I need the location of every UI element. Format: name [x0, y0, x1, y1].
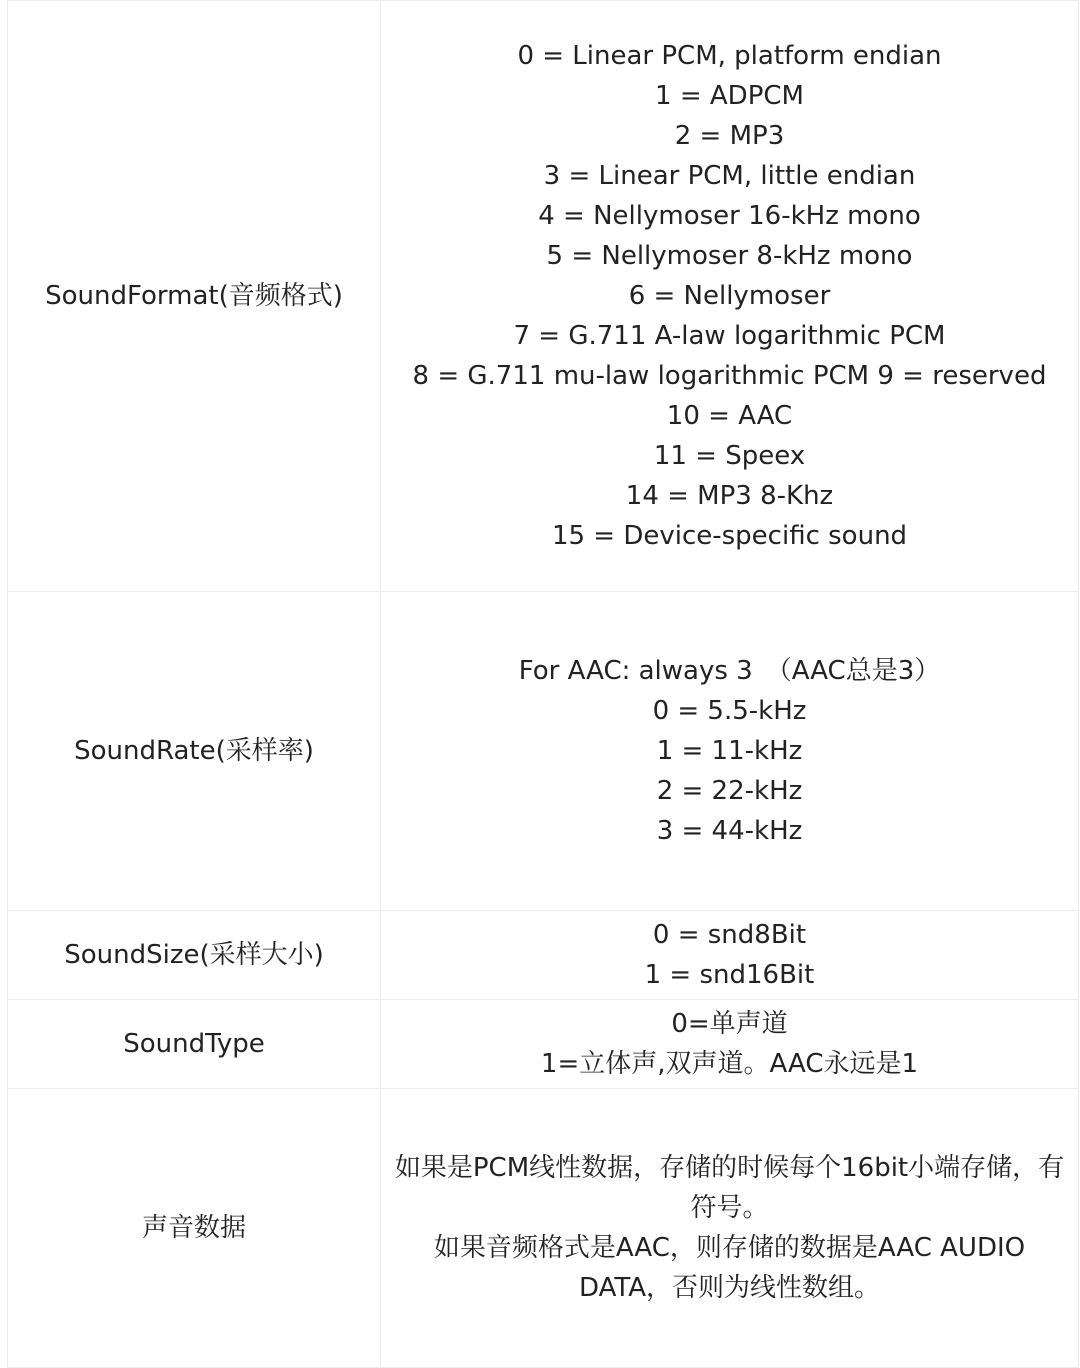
audio-tag-table	[7, 0, 1079, 1368]
value-line: 2 = 22-kHz	[656, 776, 803, 806]
field-description-cell	[381, 592, 1079, 911]
value-line: For AAC: always 3 （AAC总是3）	[518, 656, 941, 686]
field-name: SoundFormat(音频格式)	[45, 281, 343, 311]
field-name-cell	[8, 1089, 381, 1368]
value-line: 1 = snd16Bit	[644, 960, 815, 990]
value-line: 1=立体声,双声道。AAC永远是1	[540, 1049, 919, 1079]
value-line: 0 = 5.5-kHz	[652, 696, 807, 726]
field-name: 声音数据	[141, 1213, 246, 1243]
field-description-cell	[381, 1000, 1079, 1089]
value-line: 15 = Device-specific sound	[551, 521, 908, 551]
field-description-cell	[381, 911, 1079, 1000]
value-line: 6 = Nellymoser	[628, 281, 831, 311]
table-row-sound-size	[8, 911, 1079, 1000]
value-line: 7 = G.711 A-law logarithmic PCM	[513, 321, 946, 351]
value-line: 11 = Speex	[653, 441, 806, 471]
field-description-cell	[381, 1089, 1079, 1368]
value-line: 8 = G.711 mu-law logarithmic PCM 9 = reserved	[412, 361, 1047, 391]
value-line: 10 = AAC	[666, 401, 793, 431]
field-name-cell	[8, 1000, 381, 1089]
table-row-sound-format	[8, 1, 1079, 592]
field-name: SoundSize(采样大小)	[64, 940, 324, 970]
value-line: 0=单声道	[671, 1009, 788, 1039]
field-name: SoundRate(采样率)	[74, 736, 314, 766]
value-line: 1 = 11-kHz	[656, 736, 803, 766]
value-line: 14 = MP3 8-Khz	[625, 481, 834, 511]
value-line: 5 = Nellymoser 8-kHz mono	[546, 241, 913, 271]
value-paragraph: 如果是PCM线性数据，存储的时候每个16bit小端存储，有符号。	[394, 1153, 1065, 1223]
field-name: SoundType	[123, 1029, 265, 1059]
table-row-sound-type	[8, 1000, 1079, 1089]
value-line: 2 = MP3	[674, 121, 785, 151]
value-line: 0 = Linear PCM, platform endian	[517, 41, 942, 71]
table-row-sound-rate	[8, 592, 1079, 911]
value-line: 0 = snd8Bit	[652, 920, 807, 950]
value-paragraph: 如果音频格式是AAC，则存储的数据是AAC AUDIO DATA，否则为线性数组。	[433, 1233, 1026, 1303]
value-line: 4 = Nellymoser 16-kHz mono	[538, 201, 921, 231]
table-row-sound-data	[8, 1089, 1079, 1368]
value-line: 3 = 44-kHz	[656, 816, 803, 846]
field-name-cell	[8, 592, 381, 911]
value-line: 1 = ADPCM	[655, 81, 804, 111]
audio-tag-table-container	[7, 0, 1077, 1368]
field-name-cell	[8, 1, 381, 592]
field-name-cell	[8, 911, 381, 1000]
value-line: 3 = Linear PCM, little endian	[543, 161, 916, 191]
field-description-cell	[381, 1, 1079, 592]
